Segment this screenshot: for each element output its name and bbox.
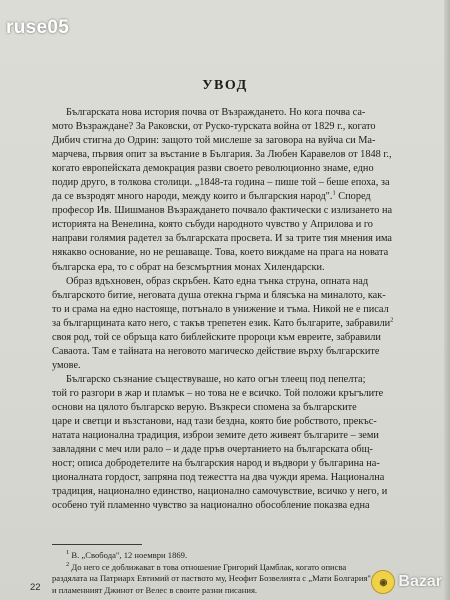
footnote-ref: 1 bbox=[332, 189, 336, 197]
text-line: натата национална традиция, изброи земите дето живеят българите – земи bbox=[52, 430, 379, 442]
brand-watermark bbox=[371, 570, 442, 594]
paragraph bbox=[52, 275, 402, 373]
text-line: своя род, той се обръща като библейските пророци към евреите, забравили bbox=[52, 331, 381, 343]
text-line: Българско съзнание съществуваше, но като огън тлеещ под пепелта; bbox=[66, 373, 366, 385]
text-line: Образ вдъхновен, образ скръбен. Като една тънка струна, опната над bbox=[66, 275, 369, 287]
text-line: ционалната гордост, запряна под тежестта на два чужди ярема. Национална bbox=[52, 472, 385, 484]
text-line: историята на Венелина, която събуди народното чувство у Априлова и го bbox=[52, 219, 373, 231]
text-line: ност; описа добродетелите на българския народ и въдвори у българина на- bbox=[52, 458, 380, 470]
text-line: марчева, първия опит за въстание в България. За Любен Каравелов от 1848 г., bbox=[52, 149, 392, 161]
footnote-text: До него се доближават в това отношение Григорий Цамблак, когато описва bbox=[71, 561, 347, 572]
text-line: той го разгори в жар и пламък – но това не е всичко. Той положи кръгълите bbox=[52, 387, 384, 399]
paragraph bbox=[52, 106, 402, 275]
text-line: основи на цялото българско верую. Възкреси спомена за българските bbox=[52, 401, 357, 413]
paragraphs bbox=[52, 106, 402, 513]
footnote-text: В. „Свобода", 12 ноември 1869. bbox=[71, 550, 188, 560]
text-line: да се възродят много народи, между които и българския народ".$^1$ Според bbox=[52, 189, 371, 203]
page-number: 22 bbox=[30, 582, 41, 593]
site-watermark: ruse05 bbox=[6, 17, 70, 38]
text-line: професор Ив. Шишманов Възраждането почвало фактически с излизането на bbox=[52, 205, 393, 217]
footnote-continuation: и пламенният Джинот от Велес в своите разни писания. bbox=[52, 584, 258, 595]
text-line: някакво основание, но не решаваще. Това, което виждаме на прага на новата bbox=[52, 247, 389, 259]
text-line: направи голямия радетел за българската просвета. И за трите тия мнения има bbox=[52, 233, 392, 245]
footnote-rule bbox=[52, 544, 142, 545]
footnote-ref: 2 bbox=[390, 316, 394, 324]
text-line: мото Възраждане? За Раковски, от Руско-турската война от 1829 г., когато bbox=[52, 121, 376, 133]
footnote-continuation: раздялата на Патриарх Евтимий от паството му, Неофит Бозвелията с „Мати Болгария" bbox=[52, 573, 371, 583]
text-line: завладяни с меч или рало – и даде пръв очертанието на българската общ- bbox=[52, 444, 373, 456]
text-line: подир друго, в толкова столици. „1848-та година – пише той – беше епоха, за bbox=[52, 177, 390, 189]
text-line: Саваота. Там е тайната на неговото магическо действие върху българските bbox=[52, 345, 380, 357]
text-line: българска ера, то с обрат на безсмъртния монах Хилендарски. bbox=[52, 261, 325, 273]
chapter-title: УВОД bbox=[202, 78, 248, 93]
footnote bbox=[52, 550, 402, 562]
body-text bbox=[52, 106, 402, 513]
text-line: българското битие, неговата душа отекна гърма и блясъка на миналото, как- bbox=[52, 289, 386, 301]
paragraph bbox=[52, 373, 402, 513]
text-line: Българската нова история почва от Възраждането. Но кога почва са- bbox=[66, 107, 366, 118]
footnote bbox=[52, 562, 402, 574]
text-line: то и срама на едно настояще, потънало в унижение и тъма. Никой не е писал bbox=[52, 303, 389, 315]
footnote-mark: 2 bbox=[66, 560, 70, 568]
text-line: когато европейската демокрация разви своето революционно знаме, едно bbox=[52, 163, 374, 175]
text-line: особено туй пламенно чувство за национално обособление показва една bbox=[52, 500, 370, 512]
text-line: традиция, национално единство, национално самочувствие, всичко у него, и bbox=[52, 486, 388, 498]
footnote-mark: 1 bbox=[66, 549, 70, 557]
text-line: царе и светци и възстанови, над тази бездна, която бие робството, прекъс- bbox=[52, 416, 377, 428]
text-line: за българщината като него, с такъв трепетен език. Като българите, забравили$^2$ bbox=[52, 316, 394, 329]
text-line: Дибич стигна до Одрин: защото той мислеше за заговора на вуйча си Ма- bbox=[52, 135, 376, 147]
footnotes bbox=[52, 550, 402, 596]
brand-text: Bazar bbox=[398, 573, 442, 590]
brand-logo-icon: ◉ bbox=[371, 570, 395, 594]
text-line: умове. bbox=[52, 359, 81, 371]
